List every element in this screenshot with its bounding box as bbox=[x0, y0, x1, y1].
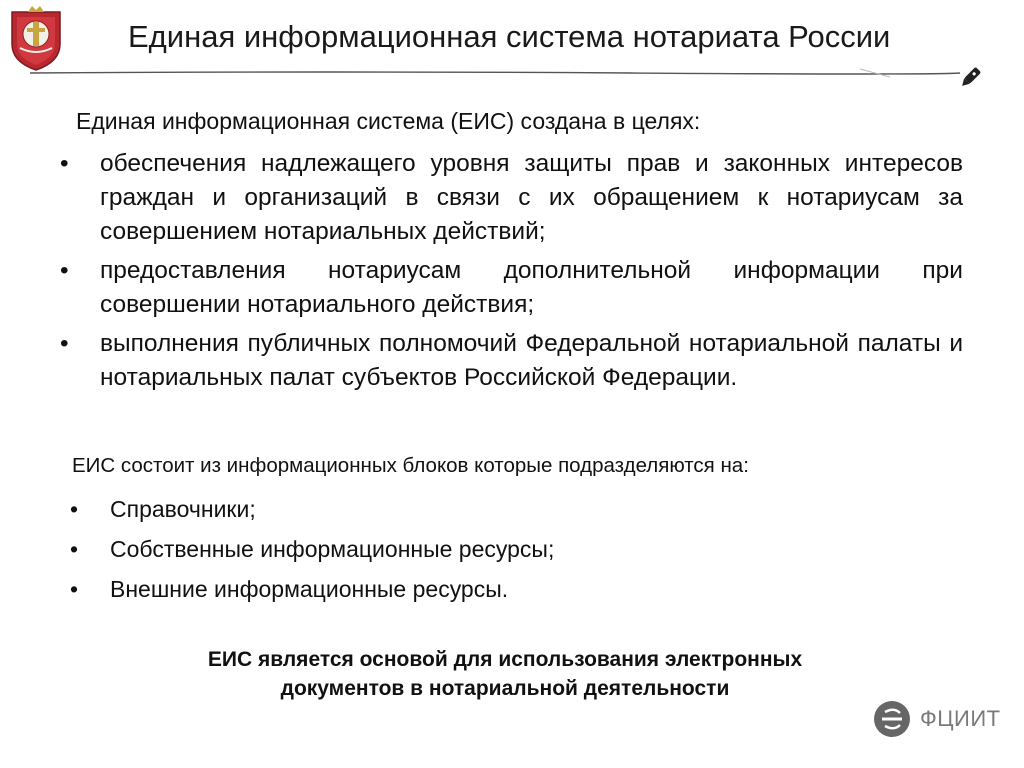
blocks-intro: ЕИС состоит из информационных блоков которые подразделяются на: bbox=[72, 454, 749, 477]
bullet-icon: • bbox=[70, 576, 79, 602]
notary-emblem-icon bbox=[6, 4, 66, 72]
goal-item bbox=[60, 254, 963, 322]
fciit-brand-text: ФЦИИТ bbox=[920, 706, 1001, 731]
block-item bbox=[70, 489, 950, 529]
conclusion-line: ЕИС является основой для использования электронных bbox=[207, 648, 803, 671]
fciit-logo-icon bbox=[870, 697, 914, 741]
title-divider-pen-icon bbox=[30, 64, 990, 94]
block-text: Справочники; bbox=[110, 496, 256, 522]
block-text: Внешние информационные ресурсы. bbox=[110, 576, 509, 602]
block-text: Собственные информационные ресурсы; bbox=[110, 536, 555, 562]
goals-intro: Единая информационная система (ЕИС) создана в целях: bbox=[76, 108, 701, 134]
goal-text: выполнения публичных полномочий Федеральной нотариальной палаты и нотариальных палат субъектов Российской Федерации. bbox=[100, 330, 963, 391]
conclusion-statement bbox=[110, 645, 900, 703]
bullet-icon: • bbox=[70, 496, 79, 522]
bullet-icon: • bbox=[60, 330, 69, 357]
goal-item bbox=[60, 327, 963, 395]
block-item bbox=[70, 529, 950, 569]
bullet-icon: • bbox=[60, 257, 69, 284]
goal-item bbox=[60, 147, 963, 249]
conclusion-line: документов в нотариальной деятельности bbox=[280, 677, 730, 700]
bullet-icon: • bbox=[70, 536, 79, 562]
blocks-list bbox=[70, 489, 950, 609]
goal-text: предоставления нотариусам дополнительной информации при совершении нотариального действия; bbox=[100, 257, 963, 318]
block-item bbox=[70, 569, 950, 609]
page-title: Единая информационная система нотариата России bbox=[128, 19, 891, 54]
goals-list bbox=[60, 147, 963, 400]
fciit-logo bbox=[870, 697, 1001, 741]
goal-text: обеспечения надлежащего уровня защиты прав и законных интересов граждан и организаций в связи с их обращением к нотариусам за совершением нотариальных действий; bbox=[100, 150, 963, 245]
bullet-icon: • bbox=[60, 150, 69, 177]
